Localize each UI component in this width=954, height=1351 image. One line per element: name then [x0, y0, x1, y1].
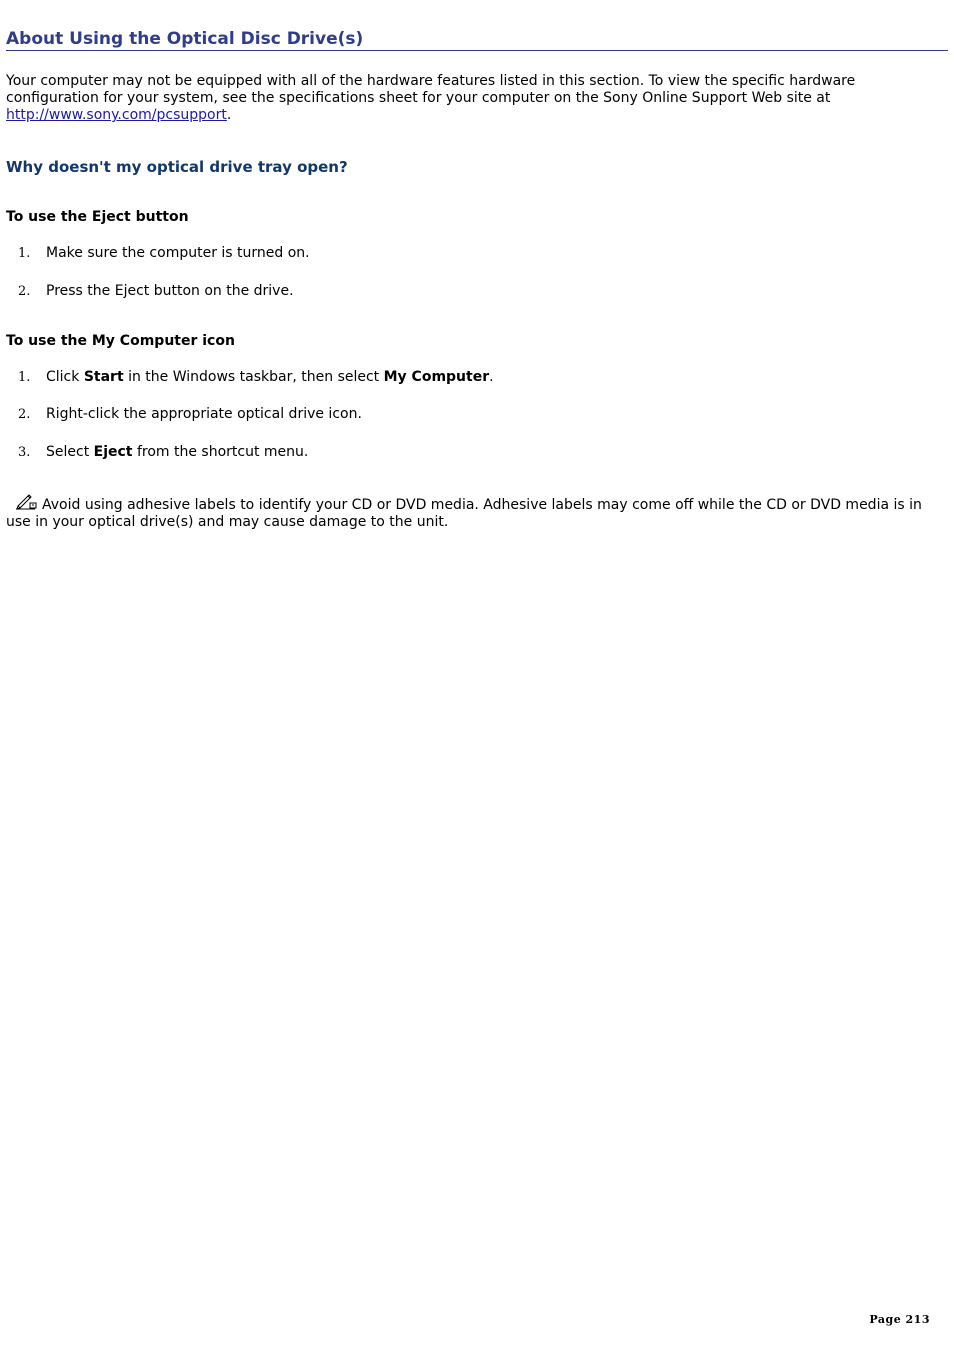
eject-button-heading: To use the Eject button: [6, 209, 189, 225]
my-computer-heading: To use the My Computer icon: [6, 333, 235, 349]
page-number: Page 213: [869, 1313, 930, 1326]
start-term: Start: [83, 369, 124, 385]
step-number: 1.: [18, 370, 31, 385]
step-number: 3.: [18, 445, 31, 460]
sony-support-link[interactable]: http://www.sony.com/pcsupport: [6, 107, 227, 123]
page-title: About Using the Optical Disc Drive(s): [6, 29, 948, 51]
section-heading: Why doesn't my optical drive tray open?: [6, 158, 348, 176]
step-text: Press the Eject button on the drive.: [46, 283, 294, 299]
step-text-part: from the shortcut menu.: [132, 444, 309, 460]
step-text-part: in the Windows taskbar, then select: [123, 369, 384, 385]
step-text-part: .: [489, 369, 494, 385]
step-number: 2.: [18, 284, 31, 299]
note-pencil-icon: [14, 494, 38, 511]
step-number: 2.: [18, 407, 31, 422]
step-text: Right-click the appropriate optical drive icon.: [46, 406, 362, 422]
my-computer-term: My Computer: [383, 369, 490, 385]
note-paragraph: [6, 494, 948, 531]
eject-term: Eject: [93, 444, 133, 460]
step-text: Make sure the computer is turned on.: [46, 245, 310, 261]
intro-period: .: [226, 107, 232, 123]
step-number: 1.: [18, 246, 31, 261]
step-text: [46, 369, 494, 386]
step-text-part: Select: [46, 444, 94, 460]
step-text-part: Click: [46, 369, 84, 385]
note-text: Avoid using adhesive labels to identify your CD or DVD media. Adhesive labels may come off while the CD or DVD media is in use in your optical drive(s) and may cause damage to the unit.: [6, 497, 922, 530]
intro-paragraph: [6, 73, 948, 124]
intro-text: Your computer may not be equipped with all of the hardware features listed in this section. To view the specific hardware configuration for your system, see the specifications sheet for your computer on the Sony Online Support Web site at: [6, 73, 856, 106]
step-text: [46, 444, 308, 461]
